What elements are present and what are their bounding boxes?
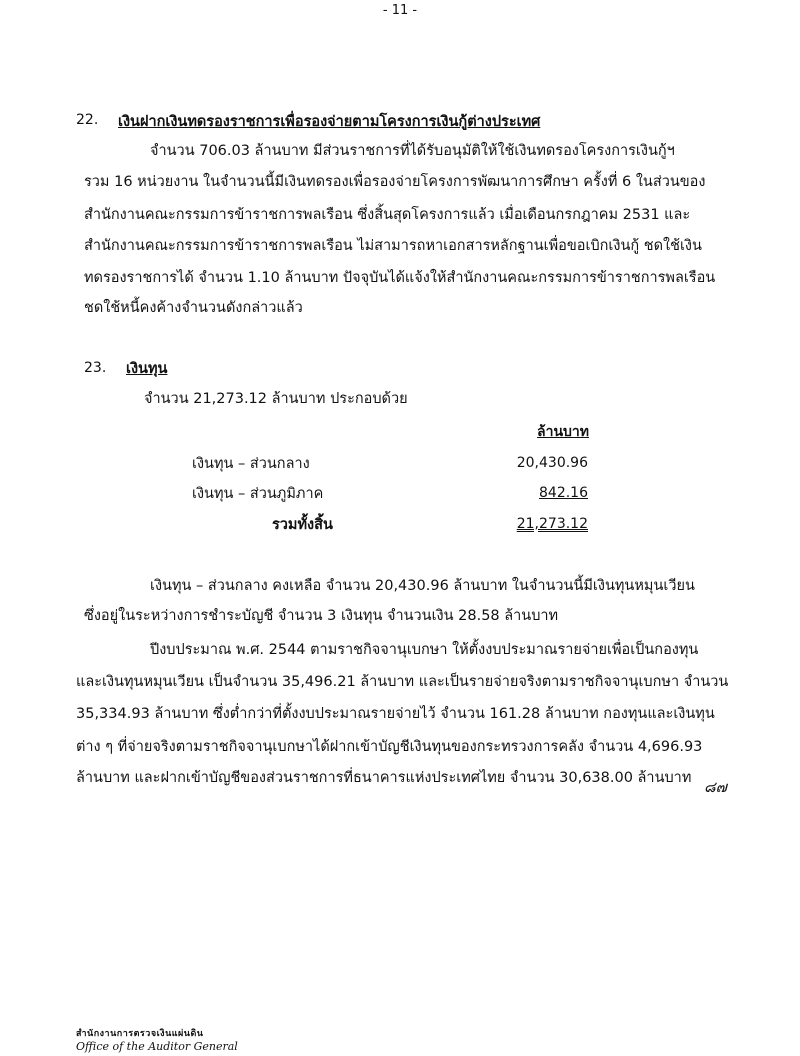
section-22-number: 22. [76,112,99,128]
section-23-number: 23. [84,360,107,376]
section-22-heading: เงินฝากเงินทดรองราชการเพื่อรองจ่ายตามโครงการเงินกู้ต่างประเทศ [118,114,541,130]
section-22-line-5: ทดรองราชการได้ จำนวน 1.10 ล้านบาท ปัจจุบันได้แจ้งให้สำนักงานคณะกรรมการข้าราชการพลเรือน [84,270,716,286]
section-22-line-4: สำนักงานคณะกรรมการข้าราชการพลเรือน ไม่สามารถหาเอกสารหลักฐานเพื่อขอเบิกเงินกู้ ชดใช้เงิน [84,238,702,254]
page-number: - 11 - [382,3,418,18]
paragraph-2-line-4: ต่าง ๆ ที่จ่ายจริงตามราชกิจจานุเบกษาได้ฝากเข้าบัญชีเงินทุนของกระทรวงการคลัง จำนวน 4,696.93 [76,739,703,755]
fund-item-central-amount: 20,430.96 [516,455,588,471]
footer-org-english: Office of the Auditor General [76,1040,238,1053]
fund-item-regional-amount: 842.16 [539,485,588,501]
paragraph-2-line-5: ล้านบาท และฝากเข้าบัญชีของส่วนราชการที่ธนาคารแห่งประเทศไทย จำนวน 30,638.00 ล้านบาท [76,770,692,786]
handwritten-page-mark: ๘๗ [704,778,727,796]
paragraph-1-line-1: เงินทุน – ส่วนกลาง คงเหลือ จำนวน 20,430.96 ล้านบาท ในจำนวนนี้มีเงินทุนหมุนเวียน [150,578,695,594]
section-23-heading: เงินทุน [126,361,168,377]
fund-total-label: รวมทั้งสิ้น [272,517,333,533]
paragraph-2-line-3: 35,334.93 ล้านบาท ซึ่งต่ำกว่าที่ตั้งงบประมาณรายจ่ายไว้ จำนวน 161.28 ล้านบาท กองทุนและเงินทุน [76,706,715,722]
section-22-line-3: สำนักงานคณะกรรมการข้าราชการพลเรือน ซึ่งสิ้นสุดโครงการแล้ว เมื่อเดือนกรกฎาคม 2531 และ [84,207,691,223]
footer-org-thai: สำนักงานการตรวจเงินแผ่นดิน [76,1029,204,1039]
section-22-line-6: ชดใช้หนี้คงค้างจำนวนดังกล่าวแล้ว [84,300,303,316]
section-23-intro: จำนวน 21,273.12 ล้านบาท ประกอบด้วย [144,391,408,407]
amount-unit-header: ล้านบาท [537,424,589,440]
paragraph-2-line-2: และเงินทุนหมุนเวียน เป็นจำนวน 35,496.21 ล้านบาท และเป็นรายจ่ายจริงตามราชกิจจานุเบกษา จำนวน [76,674,729,690]
section-22-line-1: จำนวน 706.03 ล้านบาท มีส่วนราชการที่ได้รับอนุมัติให้ใช้เงินทดรองโครงการเงินกู้ฯ [150,143,675,159]
fund-item-central-label: เงินทุน – ส่วนกลาง [192,456,310,472]
paragraph-1-line-2: ซึ่งอยู่ในระหว่างการชำระบัญชี จำนวน 3 เงินทุน จำนวนเงิน 28.58 ล้านบาท [84,608,559,624]
paragraph-2-line-1: ปีงบประมาณ พ.ศ. 2544 ตามราชกิจจานุเบกษา ให้ตั้งงบประมาณรายจ่ายเพื่อเป็นกองทุน [150,642,699,658]
section-22-line-2: รวม 16 หน่วยงาน ในจำนวนนี้มีเงินทดรองเพื่อรองจ่ายโครงการพัฒนาการศึกษา ครั้งที่ 6 ในส่วนของ [84,174,706,190]
fund-total-amount: 21,273.12 [516,516,588,532]
fund-item-regional-label: เงินทุน – ส่วนภูมิภาค [192,486,324,502]
